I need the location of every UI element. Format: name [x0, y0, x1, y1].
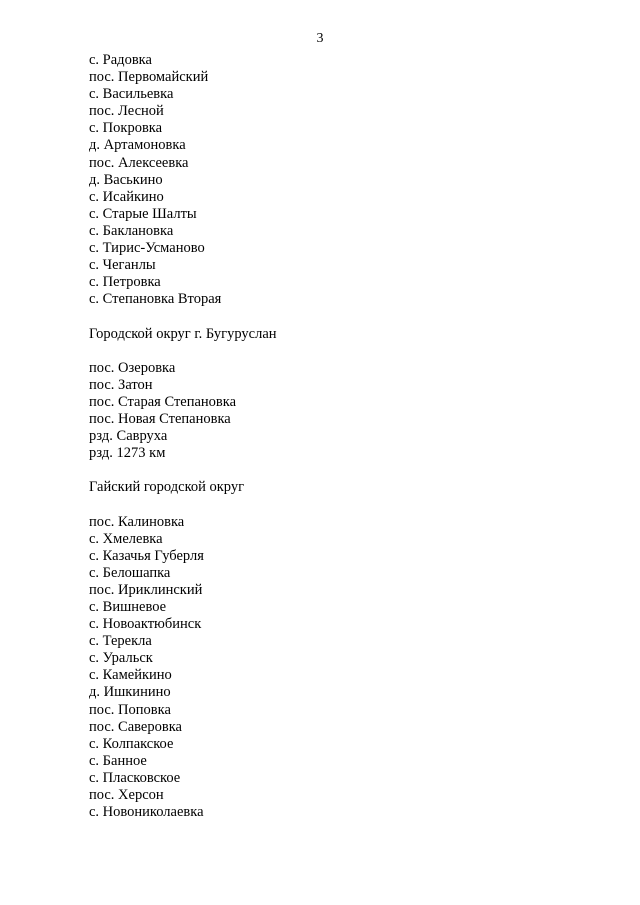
settlement-item: пос. Калиновка [89, 513, 185, 530]
settlement-item: пос. Херсон [89, 787, 164, 804]
section-spacer [89, 462, 609, 479]
settlement-item: с. Уральск [89, 650, 153, 667]
settlement-item: с. Баклановка [89, 222, 174, 239]
settlement-item: с. Васильевка [89, 86, 174, 103]
settlement-item: с. Банное [89, 752, 147, 769]
page-number: 3 [316, 31, 324, 46]
settlement-item: с. Новоактюбинск [89, 616, 202, 633]
settlement-item: с. Покровка [89, 120, 163, 137]
settlement-item: с. Чеганлы [89, 257, 156, 274]
section-heading: Городской округ г. Бугуруслан [89, 325, 277, 342]
settlement-item: д. Васькино [89, 171, 163, 188]
settlement-item: пос. Саверовка [89, 718, 182, 735]
settlement-item: с. Старые Шалты [89, 205, 197, 222]
settlement-item: с. Камейкино [89, 667, 172, 684]
section-spacer [89, 308, 609, 325]
settlement-item: с. Казачья Губерля [89, 547, 204, 564]
settlement-item: пос. Лесной [89, 103, 164, 120]
settlement-item: с. Радовка [89, 52, 152, 68]
settlement-list [89, 52, 609, 821]
settlement-item: с. Новониколаевка [89, 804, 204, 821]
section-heading: Гайский городской округ [89, 479, 245, 496]
settlement-item: пос. Затон [89, 376, 153, 393]
settlement-item: с. Хмелевка [89, 530, 163, 547]
settlement-item: пос. Озеровка [89, 359, 176, 376]
settlement-item: пос. Первомайский [89, 69, 209, 86]
settlement-item: с. Исайкино [89, 188, 164, 205]
settlement-item: с. Петровка [89, 274, 161, 291]
settlement-item: пос. Поповка [89, 701, 171, 718]
settlement-item: с. Пласковское [89, 769, 181, 786]
settlement-item: д. Ишкинино [89, 684, 171, 701]
settlement-item: пос. Алексеевка [89, 154, 189, 171]
section-spacer [89, 496, 609, 513]
settlement-item: пос. Ириклинский [89, 581, 203, 598]
settlement-item: с. Степановка Вторая [89, 291, 222, 308]
settlement-item: с. Вишневое [89, 599, 167, 615]
settlement-item: пос. Старая Степановка [89, 393, 237, 410]
settlement-item: д. Артамоновка [89, 137, 186, 154]
section-spacer [89, 343, 609, 360]
settlement-item: рзд. 1273 км [89, 445, 166, 462]
settlement-item: с. Тирис-Усманово [89, 240, 205, 257]
settlement-item: рзд. Савруха [89, 428, 168, 445]
settlement-item: с. Колпакское [89, 735, 174, 752]
settlement-item: с. Белошапка [89, 564, 171, 581]
settlement-item: пос. Новая Степановка [89, 410, 231, 427]
settlement-item: с. Терекла [89, 633, 152, 650]
